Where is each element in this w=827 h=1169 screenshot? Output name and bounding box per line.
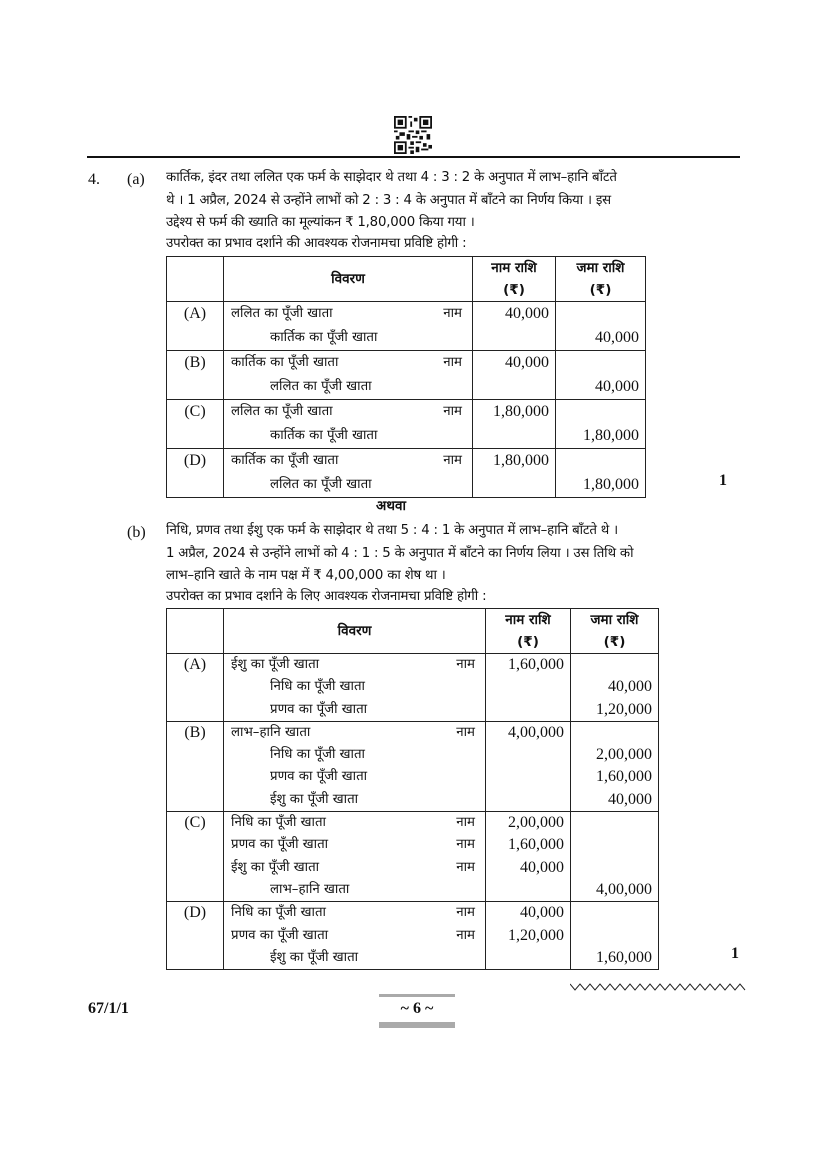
credit-amount (571, 857, 658, 879)
debit-amount: 40,000 (505, 354, 549, 371)
debit-amount (486, 789, 570, 811)
option-row (167, 351, 646, 400)
account-name: कार्तिक का पूँजी खाता (270, 330, 378, 345)
account-line (224, 302, 472, 326)
debit-cell (486, 654, 571, 722)
dr-label: नाम (456, 815, 475, 831)
debit-amount: 40,000 (520, 858, 564, 876)
credit-amount: 4,00,000 (596, 880, 652, 898)
header-credit: जमा राशि (₹) (571, 609, 659, 654)
debit-amount (473, 375, 555, 399)
account-name: निधि का पूँजी खाता (270, 679, 365, 695)
debit-cell (486, 812, 571, 902)
credit-cell (571, 654, 659, 722)
credit-amount (556, 302, 645, 326)
credit-cell (556, 449, 646, 498)
debit-amount (486, 879, 570, 901)
debit-amount (486, 947, 570, 969)
account-line (224, 812, 485, 834)
credit-amount: 1,80,000 (583, 427, 639, 444)
part-a-line: थे । 1 अप्रैल, 2024 से उन्होंने लाभों को 2 : 3 : 4 के अनुपात में बाँटने का निर्णय किया । इस (166, 192, 611, 208)
credit-amount: 2,00,000 (596, 746, 652, 764)
credit-cell (571, 812, 659, 902)
debit-amount (473, 473, 555, 497)
header-blank (167, 609, 224, 654)
credit-amount: 40,000 (595, 329, 639, 346)
account-line (224, 654, 485, 676)
header-blank (167, 257, 224, 302)
credit-amount: 1,20,000 (596, 700, 652, 718)
credit-amount: 1,80,000 (583, 476, 639, 493)
account-line (224, 424, 472, 448)
account-line (224, 766, 485, 788)
account-name: ललित का पूँजी खाता (231, 404, 333, 419)
options-body (167, 302, 646, 498)
account-line (224, 857, 485, 879)
credit-amount (571, 925, 658, 947)
part-b-line: 1 अप्रैल, 2024 से उन्होंने लाभों को 4 : 1 : 5 के अनुपात में बाँटने का निर्णय लिया । उस तिथि को (166, 545, 634, 561)
part-b-text (166, 520, 633, 606)
dr-label: नाम (443, 404, 462, 419)
account-name: निधि का पूँजी खाता (231, 905, 326, 921)
page-number: ~ 6 ~ (400, 1000, 434, 1017)
debit-amount: 4,00,000 (508, 723, 564, 741)
account-line (224, 902, 485, 924)
debit-amount: 1,80,000 (493, 452, 549, 469)
account-line (224, 449, 472, 473)
dr-label: नाम (456, 927, 475, 943)
qr-code-icon (394, 116, 432, 154)
debit-cell (473, 449, 556, 498)
credit-amount (556, 449, 645, 473)
debit-amount (473, 326, 555, 350)
header-debit: नाम राशि (₹) (473, 257, 556, 302)
dr-label: नाम (456, 724, 475, 740)
account-line (224, 473, 472, 497)
dr-label: नाम (456, 837, 475, 853)
marks-b: 1 (731, 945, 739, 962)
account-line (224, 744, 485, 766)
debit-amount: 1,80,000 (493, 403, 549, 420)
top-rule (87, 156, 740, 158)
debit-amount (486, 699, 570, 721)
debit-cell (473, 302, 556, 351)
particulars-cell (224, 400, 473, 449)
dr-label: नाम (456, 859, 475, 875)
header-particulars: विवरण (224, 257, 473, 302)
particulars-cell (224, 351, 473, 400)
part-a-line: उपरोक्त का प्रभाव दर्शाने की आवश्यक रोजनामचा प्रविष्टि होगी : (166, 235, 467, 251)
credit-cell (556, 351, 646, 400)
part-a-line: कार्तिक, इंदर तथा ललित एक फर्म के साझेदार थे तथा 4 : 3 : 2 के अनुपात में लाभ–हानि बाँटते (166, 170, 617, 185)
option-label: (A) (167, 302, 224, 351)
credit-amount (571, 902, 658, 924)
credit-cell (571, 721, 659, 811)
account-line (224, 722, 485, 744)
account-line (224, 879, 485, 901)
dr-label: नाम (456, 905, 475, 921)
part-b-line: लाभ–हानि खाते के नाम पक्ष में ₹ 4,00,000 का शेष था । (166, 568, 446, 583)
marks-a: 1 (719, 472, 727, 489)
account-line (224, 326, 472, 350)
debit-amount (486, 766, 570, 788)
particulars-cell (224, 449, 473, 498)
account-name: ललित का पूँजी खाता (231, 306, 333, 321)
header-particulars: विवरण (224, 609, 486, 654)
debit-cell (473, 351, 556, 400)
credit-amount: 40,000 (608, 790, 652, 808)
page-number-top-bar (379, 994, 455, 997)
account-line (224, 375, 472, 399)
header-credit: जमा राशि (₹) (556, 257, 646, 302)
header-debit: नाम राशि (₹) (486, 609, 571, 654)
credit-cell (571, 902, 659, 970)
account-name: ईशु का पूँजी खाता (270, 791, 359, 807)
account-name: ईशु का पूँजी खाता (270, 949, 359, 965)
option-label: (D) (167, 449, 224, 498)
credit-amount: 1,60,000 (596, 948, 652, 966)
debit-amount (486, 744, 570, 766)
particulars-cell (224, 654, 486, 722)
credit-amount (571, 834, 658, 856)
debit-amount (486, 676, 570, 698)
question-number: 4. (88, 171, 100, 188)
part-b-line: निधि, प्रणव तथा ईशु एक फर्म के साझेदार थे तथा 5 : 4 : 1 के अनुपात में लाभ–हानि बाँटते थे । (166, 523, 618, 538)
debit-amount: 40,000 (505, 305, 549, 322)
credit-cell (556, 302, 646, 351)
option-row (167, 449, 646, 498)
debit-amount: 1,20,000 (508, 926, 564, 944)
journal-table-a (166, 256, 646, 498)
part-a-text (166, 167, 617, 253)
part-b-label: (b) (127, 524, 146, 541)
account-name: कार्तिक का पूँजी खाता (231, 355, 339, 370)
account-name: निधि का पूँजी खाता (270, 747, 365, 763)
account-line (224, 400, 472, 424)
or-label: अथवा (376, 498, 406, 514)
debit-amount: 1,60,000 (508, 836, 564, 854)
particulars-cell (224, 302, 473, 351)
credit-amount (571, 812, 658, 834)
option-row (167, 654, 659, 722)
account-name: लाभ–हानि खाता (231, 724, 311, 740)
dr-label: नाम (443, 306, 462, 321)
option-row (167, 902, 659, 970)
option-row (167, 812, 659, 902)
particulars-cell (224, 812, 486, 902)
account-line (224, 676, 485, 698)
account-name: निधि का पूँजी खाता (231, 815, 326, 831)
debit-amount (473, 424, 555, 448)
option-label: (B) (167, 721, 224, 811)
account-name: प्रणव का पूँजी खाता (231, 837, 329, 853)
debit-amount: 2,00,000 (508, 814, 564, 832)
option-label: (B) (167, 351, 224, 400)
credit-cell (556, 400, 646, 449)
account-name: ईशु का पूँजी खाता (231, 657, 320, 672)
part-b-line: उपरोक्त का प्रभाव दर्शाने के लिए आवश्यक रोजनामचा प्रविष्टि होगी : (166, 588, 487, 604)
page-number-bottom-bar (379, 1022, 455, 1028)
part-a-label: (a) (127, 171, 145, 188)
account-name: लाभ–हानि खाता (270, 881, 350, 897)
debit-amount: 1,60,000 (508, 656, 564, 673)
credit-amount (571, 654, 658, 676)
account-line (224, 834, 485, 856)
debit-cell (473, 400, 556, 449)
dr-label: नाम (456, 657, 475, 672)
account-line (224, 351, 472, 375)
account-name: कार्तिक का पूँजी खाता (270, 428, 378, 443)
particulars-cell (224, 902, 486, 970)
account-line (224, 789, 485, 811)
dr-label: नाम (443, 453, 462, 468)
account-name: ईशु का पूँजी खाता (231, 859, 320, 875)
option-row (167, 302, 646, 351)
debit-amount: 40,000 (520, 904, 564, 922)
debit-cell (486, 902, 571, 970)
credit-amount: 40,000 (595, 378, 639, 395)
part-a-line: उद्देश्य से फर्म की ख्याति का मूल्यांकन ₹ 1,80,000 किया गया । (166, 215, 475, 230)
options-body (167, 654, 659, 970)
account-name: प्रणव का पूँजी खाता (231, 927, 329, 943)
journal-table-b (166, 608, 659, 970)
credit-amount (556, 400, 645, 424)
particulars-cell (224, 721, 486, 811)
option-label: (A) (167, 654, 224, 722)
account-line (224, 699, 485, 721)
option-label: (D) (167, 902, 224, 970)
account-name: ललित का पूँजी खाता (270, 477, 372, 492)
credit-amount: 1,60,000 (596, 768, 652, 786)
credit-amount: 40,000 (608, 678, 652, 696)
option-label: (C) (167, 812, 224, 902)
debit-cell (486, 721, 571, 811)
account-name: प्रणव का पूँजी खाता (270, 769, 368, 785)
option-row (167, 400, 646, 449)
account-name: प्रणव का पूँजी खाता (270, 701, 368, 717)
account-line (224, 925, 485, 947)
paper-code: 67/1/1 (88, 1000, 129, 1017)
account-line (224, 947, 485, 969)
option-row (167, 721, 659, 811)
account-name: ललित का पूँजी खाता (270, 379, 372, 394)
credit-amount (571, 722, 658, 744)
wavy-end-line (570, 982, 748, 992)
account-name: कार्तिक का पूँजी खाता (231, 453, 339, 468)
option-label: (C) (167, 400, 224, 449)
dr-label: नाम (443, 355, 462, 370)
credit-amount (556, 351, 645, 375)
